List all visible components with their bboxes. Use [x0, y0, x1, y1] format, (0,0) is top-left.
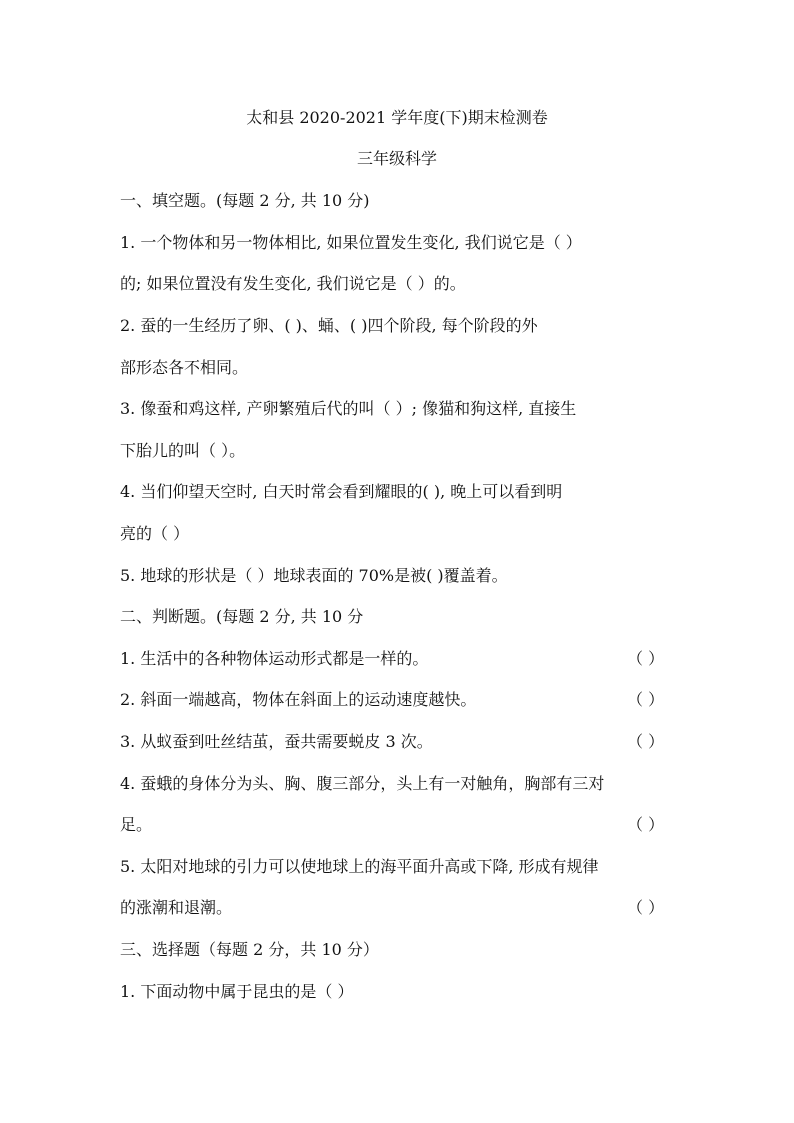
- answer-bracket: （ ）: [627, 649, 665, 668]
- answer-bracket: （ ）: [627, 732, 665, 751]
- answer-bracket: （ ）: [627, 815, 665, 834]
- question-text: 足。: [120, 815, 153, 834]
- question-text: 的涨潮和退潮。: [120, 898, 233, 917]
- exam-title: 太和县 2020-2021 学年度(下)期末检测卷: [246, 108, 548, 127]
- question-line: 1. 下面动物中属于昆虫的是（ ）: [120, 982, 354, 1001]
- question-line: 4. 当们仰望天空时, 白天时常会看到耀眼的( ), 晚上可以看到明: [120, 482, 563, 501]
- question-line: 1. 一个物体和另一物体相比, 如果位置发生变化, 我们说它是（ ）: [120, 233, 582, 252]
- question-line: 4. 蚕蛾的身体分为头、胸、腹三部分，头上有一对触角，胸部有三对: [120, 774, 605, 793]
- true-false-item: [120, 814, 685, 836]
- question-line: 5. 地球的形状是（ ）地球表面的 70%是被( )覆盖着。: [120, 566, 508, 585]
- question-text: 2. 斜面一端越高，物体在斜面上的运动速度越快。: [120, 690, 477, 709]
- question-line: 5. 太阳对地球的引力可以使地球上的海平面升高或下降, 形成有规律: [120, 857, 599, 876]
- exam-subtitle: 三年级科学: [356, 149, 437, 168]
- question-line: 亮的（ ）: [120, 524, 190, 543]
- question-line: 2. 蚕的一生经历了卵、( )、蛹、( )四个阶段, 每个阶段的外: [120, 316, 538, 335]
- true-false-item: [120, 731, 685, 753]
- true-false-item: [120, 689, 685, 711]
- true-false-item: [120, 648, 685, 670]
- question-line: 下胎儿的叫（ ）。: [120, 441, 246, 460]
- section-heading-fill-blank: 一、填空题。(每题 2 分, 共 10 分): [120, 191, 370, 210]
- answer-bracket: （ ）: [627, 898, 665, 917]
- question-text: 3. 从蚁蚕到吐丝结茧，蚕共需要蜕皮 3 次。: [120, 732, 433, 751]
- question-line: 的; 如果位置没有发生变化, 我们说它是（ ）的。: [120, 274, 466, 293]
- question-line: 部形态各不相同。: [120, 358, 249, 377]
- question-text: 1. 生活中的各种物体运动形式都是一样的。: [120, 649, 429, 668]
- answer-bracket: （ ）: [627, 690, 665, 709]
- section-heading-true-false: 二、判断题。(每题 2 分, 共 10 分: [120, 607, 364, 626]
- question-line: 3. 像蚕和鸡这样, 产卵繁殖后代的叫（ ）; 像猫和狗这样, 直接生: [120, 399, 577, 418]
- section-heading-multiple-choice: 三、选择题（每题 2 分，共 10 分）: [120, 940, 379, 959]
- true-false-item: [120, 897, 685, 919]
